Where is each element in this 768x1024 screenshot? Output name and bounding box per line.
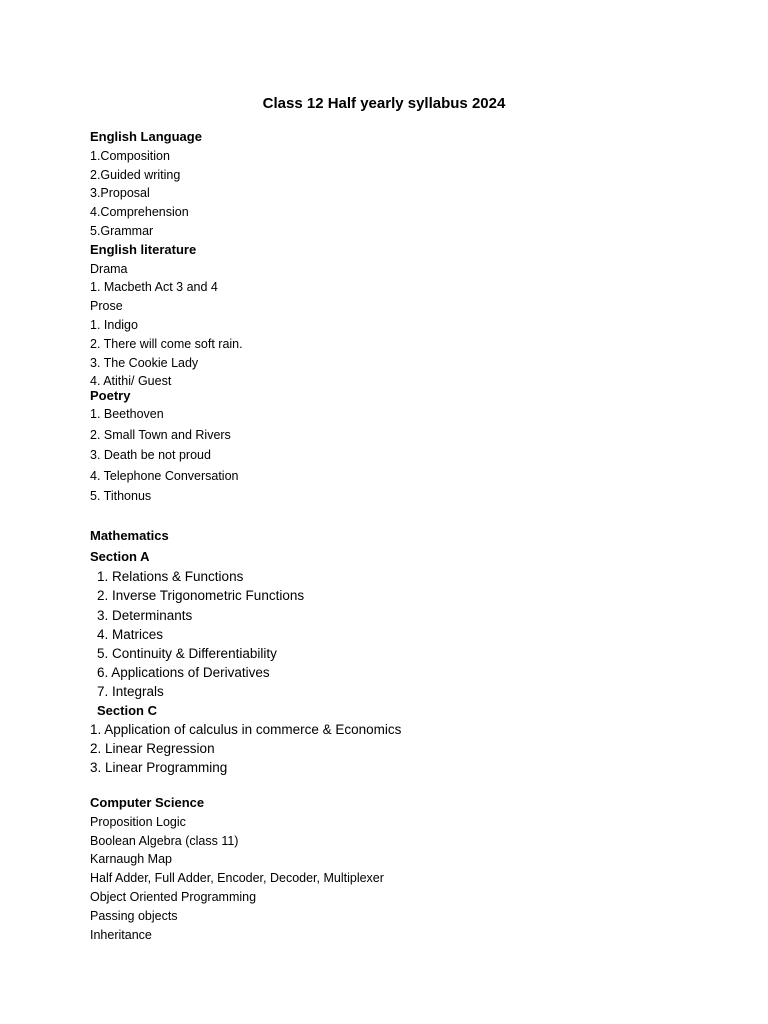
list-item: Passing objects <box>90 908 178 923</box>
list-item: 1. Macbeth Act 3 and 4 <box>90 280 218 295</box>
poetry-heading: Poetry <box>90 388 131 403</box>
list-item: 2. Linear Regression <box>90 740 215 756</box>
english-language-heading: English Language <box>90 129 202 144</box>
list-item: 2. Inverse Trigonometric Functions <box>97 588 305 604</box>
list-item: 1. Application of calculus in commerce & Economics <box>90 721 402 737</box>
list-item: Karnaugh Map <box>90 852 173 867</box>
list-item: Half Adder, Full Adder, Encoder, Decoder, Multiplexer <box>90 871 384 886</box>
mathematics-heading: Mathematics <box>90 528 169 543</box>
list-item: 2. Small Town and Rivers <box>90 427 231 442</box>
list-item: 3. The Cookie Lady <box>90 355 199 370</box>
list-item: 2.Guided writing <box>90 167 181 182</box>
list-item: 2. There will come soft rain. <box>90 336 243 351</box>
list-item: 4. Telephone Conversation <box>90 468 239 483</box>
english-language-section <box>90 128 730 391</box>
list-item: 1. Indigo <box>90 317 138 332</box>
list-item: 7. Integrals <box>97 684 164 700</box>
computer-science-heading: Computer Science <box>90 795 205 810</box>
list-item: Object Oriented Programming <box>90 889 257 904</box>
list-item: 6. Applications of Derivatives <box>97 665 270 681</box>
mathematics-section <box>90 526 730 777</box>
list-item: 3.Proposal <box>90 186 150 201</box>
list-item: 5. Continuity & Differentiability <box>97 646 277 661</box>
list-item: Boolean Algebra (class 11) <box>90 833 239 848</box>
list-item: 3. Death be not proud <box>90 448 211 463</box>
list-item: 5.Grammar <box>90 223 154 238</box>
list-item: 5. Tithonus <box>90 489 152 504</box>
prose-label: Prose <box>90 299 123 314</box>
list-item: 4. Atithi/ Guest <box>90 374 172 389</box>
list-item: 1. Beethoven <box>90 407 164 421</box>
list-item: Inheritance <box>90 927 152 942</box>
list-item: 1.Composition <box>90 148 170 163</box>
english-literature-heading: English literature <box>90 241 197 257</box>
list-item: 3. Determinants <box>97 607 193 623</box>
page-title: Class 12 Half yearly syllabus 2024 <box>262 95 506 112</box>
poetry-section <box>90 387 730 507</box>
list-item: 4. Matrices <box>97 626 164 642</box>
list-item: 1. Relations & Functions <box>97 569 244 585</box>
section-c-heading: Section C <box>97 702 157 718</box>
list-item: 4.Comprehension <box>90 205 189 220</box>
list-item: Proposition Logic <box>90 814 186 829</box>
section-a-heading: Section A <box>90 548 150 564</box>
list-item: 3. Linear Programming <box>90 760 228 776</box>
drama-label: Drama <box>90 261 128 276</box>
computer-science-section <box>90 794 730 944</box>
